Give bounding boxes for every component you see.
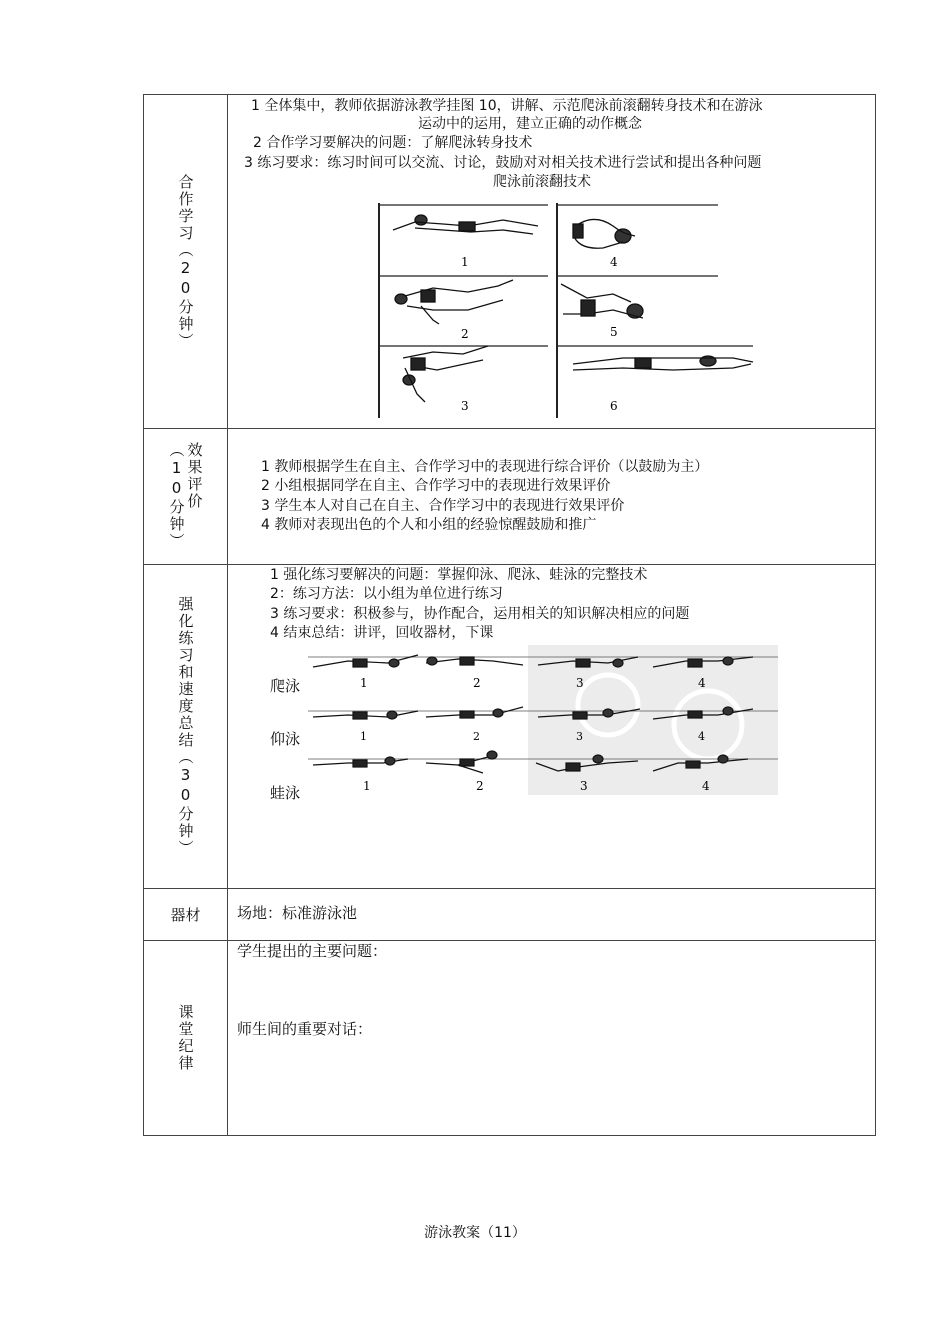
reinforce-line-2: 2：练习方法：以小组为单位进行练习 [270, 586, 503, 602]
row-label-reinforce: 强化练习和速度总结（30分钟） [144, 565, 228, 888]
figure-title: 爬泳前滚翻技术 [493, 174, 591, 190]
backstroke-number-4: 4 [698, 730, 705, 743]
cooperative-line-2: 运动中的运用，建立正确的动作概念 [418, 116, 642, 132]
strokes-figure [308, 645, 778, 795]
row-label-cooperative: 合作学习（20分钟） [144, 95, 228, 428]
breaststroke-number-2: 2 [476, 779, 484, 793]
freestyle-number-4: 4 [698, 676, 706, 690]
flip-turn-number-4: 4 [610, 255, 618, 269]
row-equipment [144, 889, 876, 941]
cooperative-line-1: 1 全体集中，教师依据游泳教学挂图 10，讲解、示范爬泳前滚翻转身技术和在游泳 [251, 98, 763, 114]
flip-turn-number-5: 5 [610, 325, 618, 339]
page-footer: 游泳教案（11） [424, 1225, 526, 1241]
swimmer-figure-2 [395, 280, 513, 324]
freestyle-number-1: 1 [360, 676, 368, 690]
backstroke-number-3: 3 [576, 730, 583, 743]
reinforce-line-3: 3 练习要求：积极参与，协作配合，运用相关的知识解决相应的问题 [270, 606, 690, 622]
swimmer-figure-4 [573, 219, 635, 248]
reinforce-line-4: 4 结束总结：讲评，回收器材，下课 [270, 625, 494, 641]
evaluation-line-1: 1 教师根据学生在自主、合作学习中的表现进行综合评价（以鼓励为主） [261, 459, 709, 475]
backstroke-number-2: 2 [473, 730, 480, 743]
evaluation-line-2: 2 小组根据同学在自主、合作学习中的表现进行效果评价 [261, 478, 611, 494]
dialogue-label: 师生间的重要对话： [237, 1020, 373, 1038]
flip-turn-number-1: 1 [461, 255, 469, 269]
flip-turn-number-3: 3 [461, 399, 469, 413]
discipline-content [228, 941, 876, 1135]
cooperative-content [228, 95, 876, 428]
row-label-discipline: 课堂纪律 [144, 941, 228, 1135]
questions-label: 学生提出的主要问题： [237, 942, 388, 960]
freestyle-number-3: 3 [576, 676, 584, 690]
evaluation-content [228, 429, 876, 564]
evaluation-line-3: 3 学生本人对自己在自主、合作学习中的表现进行效果评价 [261, 498, 625, 514]
equipment-content [228, 889, 876, 940]
flip-turn-number-6: 6 [610, 399, 618, 413]
swimmer-figure-6 [573, 356, 753, 370]
freestyle-number-2: 2 [473, 676, 481, 690]
stroke-label-backstroke: 仰泳 [270, 730, 301, 748]
flip-turn-number-2: 2 [461, 327, 469, 341]
reinforce-line-1: 1 强化练习要解决的问题：掌握仰泳、爬泳、蛙泳的完整技术 [270, 567, 648, 583]
row-reinforce [144, 565, 876, 889]
breaststroke-number-4: 4 [702, 779, 710, 793]
cooperative-line-4: 3 练习要求：练习时间可以交流、讨论，鼓励对对相关技术进行尝试和提出各种问题 [244, 155, 762, 171]
lesson-table [143, 94, 876, 1136]
equipment-text: 场地：标准游泳池 [237, 904, 358, 922]
flip-turn-figure [373, 198, 773, 423]
stroke-label-breaststroke: 蛙泳 [270, 784, 301, 802]
cooperative-line-3: 2 合作学习要解决的问题：了解爬泳转身技术 [253, 135, 533, 151]
row-evaluation [144, 429, 876, 565]
swimmer-figure-3 [403, 346, 488, 402]
evaluation-line-4: 4 教师对表现出色的个人和小组的经验惊醒鼓励和推广 [261, 517, 597, 533]
row-label-evaluation: 效果评价（10分钟） [144, 429, 228, 564]
stroke-label-freestyle: 爬泳 [270, 677, 301, 695]
swimmer-figure-1 [393, 215, 538, 234]
breaststroke-number-3: 3 [580, 779, 588, 793]
breaststroke-number-1: 1 [363, 779, 371, 793]
row-label-equipment: 器材 [144, 889, 228, 940]
row-discipline [144, 941, 876, 1136]
row-cooperative [144, 95, 876, 429]
reinforce-content [228, 565, 876, 888]
backstroke-number-1: 1 [360, 730, 367, 743]
swimmer-figure-5 [561, 284, 643, 318]
